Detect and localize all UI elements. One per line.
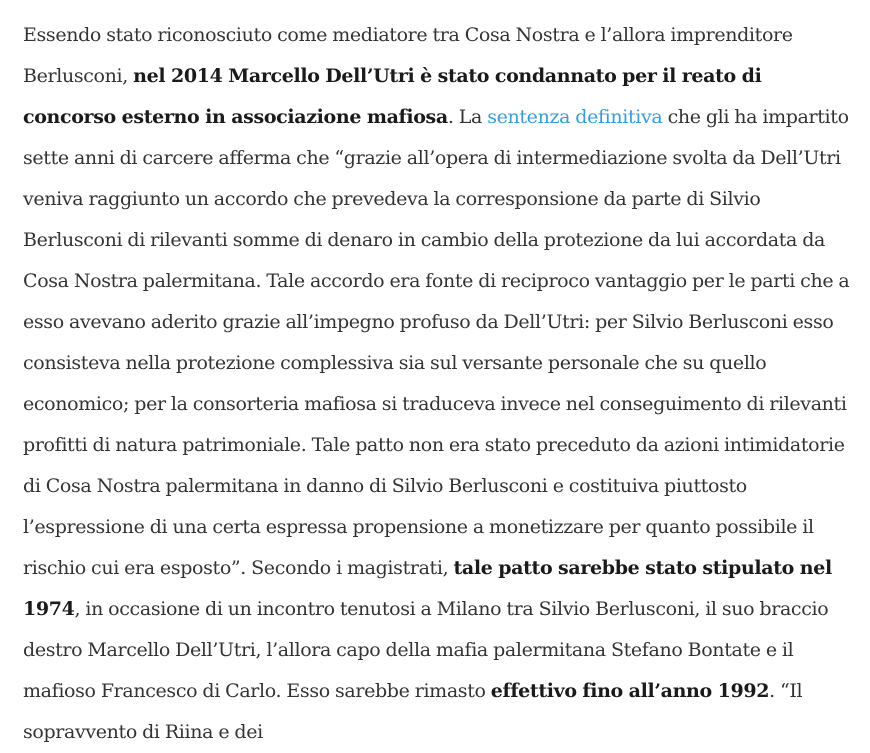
paragraph-text: Essendo stato riconosciuto come mediatore tra Cosa Nostra e l’allora imprenditore Berlusconi, (23, 24, 793, 87)
sentenza-definitiva-link[interactable]: sentenza definitiva (487, 106, 663, 128)
bold-conviction-text: nel 2014 Marcello Dell’Utri è stato condannato per il reato di concorso esterno in associazione mafiosa (23, 65, 762, 128)
paragraph-text: che gli ha impartito sette anni di carcere afferma che “grazie all’opera di intermediazione svolta da Dell’Utri veniva raggiunto un accordo che prevedeva la corresponsione da parte di Silvio Berlusconi di rilevanti somme di denaro in cambio della protezione da lui accordata da Cosa Nostra palermitana. Tale accordo era fonte di reciproco vantaggio per le parti che a esso avevano aderito grazie all’impegno profuso da Dell’Utri: per Silvio Berlusconi esso consisteva nella protezione complessiva sia sul versante personale che su quello economico; per la consorteria mafiosa si traduceva invece nel conseguimento di rilevanti profitti di natura patrimoniale. Tale patto non era stato preceduto da azioni intimidatorie di Cosa Nostra palermitana in danno di Silvio Berlusconi e costituiva piuttosto l’espressione di una certa espressa propensione a monetizzare per quanto possibile il rischio cui era esposto”. Secondo i magistrati, (23, 106, 850, 579)
bold-pact-1974-text: tale patto sarebbe stato stipulato nel 1974 (23, 557, 832, 620)
article-body (23, 15, 859, 753)
paragraph-text: . “Il sopravvento di Riina e dei (23, 680, 803, 743)
article-paragraph (23, 15, 859, 753)
bold-effective-1992-text: effettivo fino all’anno 1992 (490, 680, 770, 702)
paragraph-text: . La (447, 106, 488, 128)
paragraph-text: , in occasione di un incontro tenutosi a Milano tra Silvio Berlusconi, il suo braccio destro Marcello Dell’Utri, l’allora capo della mafia palermitana Stefano Bontate e il mafioso Francesco di Carlo. Esso sarebbe rimasto (23, 598, 829, 702)
